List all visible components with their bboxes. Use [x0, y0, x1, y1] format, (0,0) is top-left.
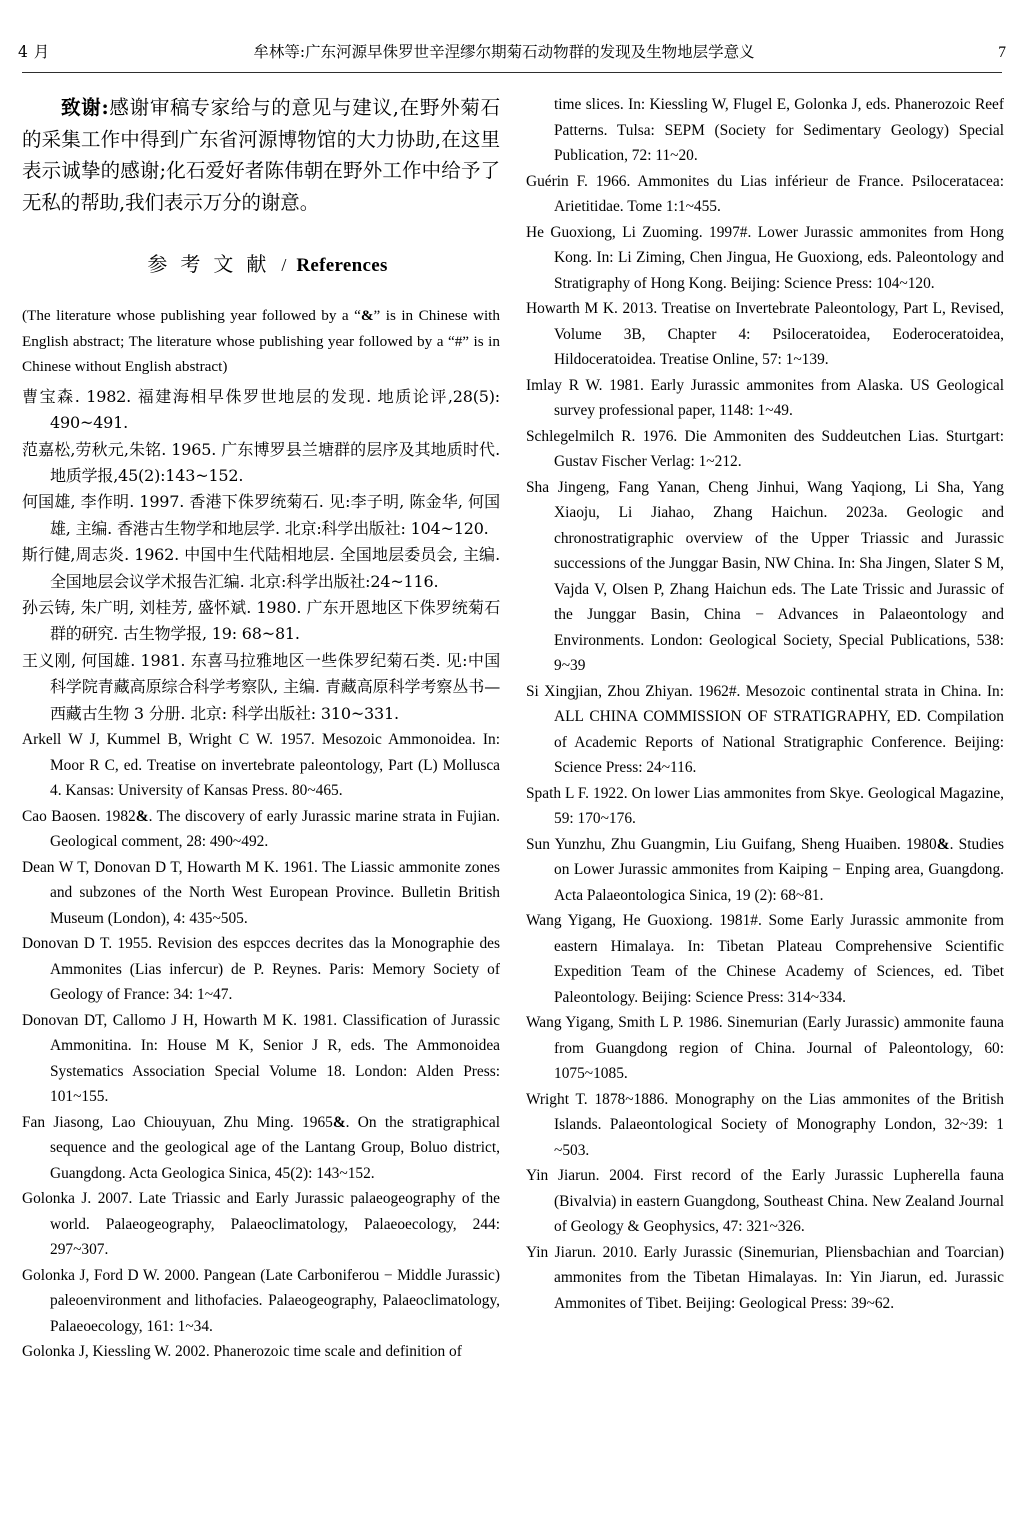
references-heading	[22, 248, 500, 277]
reference-entry: 王义刚, 何国雄. 1981. 东喜马拉雅地区一些侏罗纪菊石类. 见:中国科学院青藏高原综合科学考察队, 主编. 青藏高原科学考察丛书—西藏古生物 3 分册. 北京: 科学出版社: 310~331.	[22, 650, 500, 723]
reference-text-tail: . The discovery of early Jurassic marine strata in Fujian. Geological comment, 28: 490~492.	[50, 807, 500, 851]
reference-entry	[526, 169, 1004, 220]
reference-entry: 范嘉松,劳秋元,朱铭. 1965. 广东博罗县兰塘群的层序及其地质时代. 地质学报,45(2):143~152.	[22, 439, 500, 485]
left-column	[22, 92, 500, 1365]
reference-text: Sun Yunzhu, Zhu Guangmin, Liu Guifang, Sheng Huaiben. 1980	[526, 835, 937, 853]
reference-entry	[526, 679, 1004, 781]
reference-text: Yin Jiarun. 2004. First record of the Early Jurassic Lupherella fauna (Bivalvia) in eastern Guangdong, Southeast China. New Zealand Journal of Geology & Geophysics, 47: 321~326.	[526, 1167, 1004, 1235]
note-part-2: ” is in Chinese with English abstract; The literature whose publishing year followed by a “#” is in Chinese without English abstract)	[22, 307, 500, 376]
issue-label: 4 月	[18, 43, 50, 61]
reference-text: Dean W T, Donovan D T, Howarth M K. 1961. The Liassic ammonite zones and subzones of the North West European Province. Bulletin British Museum (London), 4: 435~505.	[22, 858, 500, 927]
reference-entry	[22, 1008, 500, 1110]
reference-text: He Guoxiong, Li Zuoming. 1997#. Lower Jurassic ammonites from Hong Kong. In: Li Ziming, Chen Jingua, He Guoxiong, eds. Paleontology and Stratigraphy of Hong Kong. Beijing: Science Press: 104~120.	[526, 223, 1004, 292]
reference-entry	[22, 1263, 500, 1340]
reference-entry	[22, 1339, 500, 1365]
note-ampersand-symbol: &	[360, 307, 374, 324]
references-heading-chinese: 参考文献	[147, 252, 280, 276]
reference-entry	[526, 220, 1004, 297]
reference-text: Arkell W J, Kummel B, Wright C W. 1957. Mesozoic Ammonoidea. In: Moor R C, ed. Treatise on invertebrate paleontology, Part (L) Mollusca 4. Kansas: University of Kansas Press. 80~465.	[22, 731, 500, 800]
references-heading-english: References	[296, 255, 388, 276]
reference-entry: 曹宝森. 1982. 福建海相早侏罗世地层的发现. 地质论评,28(5): 490~491.	[22, 386, 500, 433]
running-head	[18, 40, 1006, 72]
reference-entry-continuation	[526, 92, 1004, 169]
reference-entry	[526, 475, 1004, 679]
reference-text: Howarth M K. 2013. Treatise on Invertebrate Paleontology, Part L, Revised, Volume 3B, Chapter 4: Psiloceratoidea, Eoderoceratoidea, Hildoceratoidea. Treatise Online, 57: 1~139.	[526, 300, 1004, 368]
reference-entry	[22, 727, 500, 804]
right-column	[526, 92, 1004, 1316]
reference-text-tail: . Studies on Lower Jurassic ammonites from Kaiping − Enping area, Guangdong. Acta Palaeontologica Sinica, 19 (2): 68~81.	[554, 835, 1004, 904]
reference-entry	[526, 1087, 1004, 1164]
reference-text: Imlay R W. 1981. Early Jurassic ammonites from Alaska. US Geological survey professional paper, 1148: 1~49.	[526, 376, 1004, 419]
reference-text: Donovan D T. 1955. Revision des espcces decrites das la Monographie des Ammonites (Lias infercur) de P. Reynes. Paris: Memory Society of Geology of France: 34: 1~47.	[22, 935, 500, 1004]
reference-text: Wang Yigang, He Guoxiong. 1981#. Some Early Jurassic ammonite from eastern Himalaya. In: Tibetan Plateau Comprehensive Scientific Expedition Team of the Chinese Academy of Sciences, ed. Tibet Paleontology. Beijing: Science Press: 314~334.	[526, 912, 1004, 1006]
reference-text: Yin Jiarun. 2010. Early Jurassic (Sinemurian, Pliensbachian and Toarcian) ammonites from the Tibetan Himalayas. In: Yin Jiarun, ed. Jurassic Ammonites of Tibet. Beijing: Geological Press: 39~62.	[526, 1243, 1004, 1312]
reference-text: Golonka J, Ford D W. 2000. Pangean (Late Carboniferou − Middle Jurassic) paleoenvironment and lithofacies. Palaeogeography, Palaeoclimatology, Palaeoecology, 161: 1~34.	[22, 1266, 500, 1335]
reference-text: Si Xingjian, Zhou Zhiyan. 1962#. Mesozoic continental strata in China. In: ALL CHINA COMMISSION OF STRATIGRAPHY, ED. Compilation of Academic Reports of National Stratigraphic Conference. Beijing: Science Press: 24~116.	[526, 682, 1004, 776]
reference-entry	[526, 832, 1004, 909]
reference-entry	[526, 781, 1004, 832]
reference-text: Spath L F. 1922. On lower Lias ammonites from Skye. Geological Magazine, 59: 170~176.	[526, 784, 1004, 827]
reference-entry	[22, 804, 500, 855]
reference-text-tail: . On the stratigraphical sequence and the geological age of the Lantang Group, Boluo district, Guangdong. Acta Geologica Sinica, 45(2): 143~152.	[50, 1113, 500, 1182]
reference-text: Sha Jingeng, Fang Yanan, Cheng Jinhui, Wang Yaqiong, Li Sha, Yang Xiaoju, Li Jiahao, Zhang Haichun. 2023a. Geologic and chronostratigraphic overview of the Upper Triassic and Jurassic successions of the Junggar Basin, NW China. In: Sha Jingen, Slater S M, Vajda V, Olsen P, Zhang Haichun eds. The Late Trissic and Jurassic of the Junggar Basin, China − Advances in Palaeontology and Environments. London: Geological Society, Special Publications, 538: 9~39	[526, 478, 1004, 674]
reference-text: time slices. In: Kiessling W, Flugel E, Golonka J, eds. Phanerozoic Reef Patterns. Tulsa: SEPM (Society for Sedimentary Geology) Special Publication, 72: 11~20.	[554, 96, 1004, 164]
running-title: 牟林等:广东河源早侏罗世辛涅缪尔期菊石动物群的发现及生物地层学意义	[253, 43, 755, 61]
reference-entry: 何国雄, 李作明. 1997. 香港下侏罗统菊石. 见:李子明, 陈金华, 何国雄, 主编. 香港古生物学和地层学. 北京:科学出版社: 104~120.	[22, 492, 500, 538]
reference-entry	[526, 1163, 1004, 1240]
reference-entry	[22, 1186, 500, 1263]
reference-mark: &	[332, 1113, 346, 1131]
acknowledgement-text: 感谢审稿专家给与的意见与建议,在野外菊石的采集工作中得到广东省河源博物馆的大力协助,在这里表示诚挚的感谢;化石爱好者陈伟朝在野外工作中给予了无私的帮助,我们表示万分的谢意。	[22, 96, 500, 214]
reference-text: Wang Yigang, Smith L P. 1986. Sinemurian (Early Jurassic) ammonite fauna from Guangdong region of China. Journal of Paleontology, 60: 1075~1085.	[526, 1014, 1004, 1082]
reference-text: Guérin F. 1966. Ammonites du Lias inférieur de France. Psiloceratacea: Arietitidae. Tome 1:1~455.	[526, 172, 1004, 215]
reference-text: Wright T. 1878~1886. Monography on the Lias ammonites of the British Islands. Palaeontological Society of Monography London, 32~39: 1 ~503.	[526, 1090, 1004, 1159]
reference-entry	[22, 1110, 500, 1187]
reference-text: Donovan DT, Callomo J H, Howarth M K. 1981. Classification of Jurassic Ammonitina. In: House M K, Senior J R, eds. The Ammonoidea Systematics Association Special Volume 18. London: Alden Press: 101~155.	[22, 1011, 500, 1106]
reference-entry	[526, 373, 1004, 424]
note-part-1: (The literature whose publishing year followed by a “	[22, 307, 361, 324]
references-note	[22, 303, 500, 380]
header-rule	[22, 72, 1002, 73]
acknowledgement-label: 致谢:	[61, 96, 109, 119]
reference-entry	[22, 855, 500, 932]
references-heading-separator: /	[281, 255, 287, 275]
reference-mark: &	[936, 835, 950, 853]
acknowledgement-paragraph	[22, 92, 500, 218]
reference-entry	[526, 1240, 1004, 1317]
reference-text: Golonka J, Kiessling W. 2002. Phanerozoic time scale and definition of	[22, 1343, 462, 1361]
page-number: 7	[998, 44, 1006, 61]
reference-entry	[526, 296, 1004, 373]
reference-entry	[22, 931, 500, 1008]
reference-text: Cao Baosen. 1982	[22, 807, 136, 825]
reference-mark: &	[135, 807, 149, 825]
reference-entry	[526, 1010, 1004, 1087]
reference-entry: 斯行健,周志炎. 1962. 中国中生代陆相地层. 全国地层委员会, 主编. 全国地层会议学术报告汇编. 北京:科学出版社:24~116.	[22, 545, 500, 591]
reference-text: Schlegelmilch R. 1976. Die Ammoniten des Suddeutchen Lias. Sturtgart: Gustav Fischer Verlag: 1~212.	[526, 427, 1004, 470]
reference-entry: 孙云铸, 朱广明, 刘桂芳, 盛怀斌. 1980. 广东开恩地区下侏罗统菊石群的研究. 古生物学报, 19: 68~81.	[22, 598, 500, 644]
reference-entry	[526, 424, 1004, 475]
reference-entry	[526, 908, 1004, 1010]
reference-text: Golonka J. 2007. Late Triassic and Early Jurassic palaeogeography of the world. Palaeogeography, Palaeoclimatology, Palaeoecology, 244: 297~307.	[22, 1190, 500, 1259]
reference-text: Fan Jiasong, Lao Chiouyuan, Zhu Ming. 1965	[22, 1113, 333, 1131]
